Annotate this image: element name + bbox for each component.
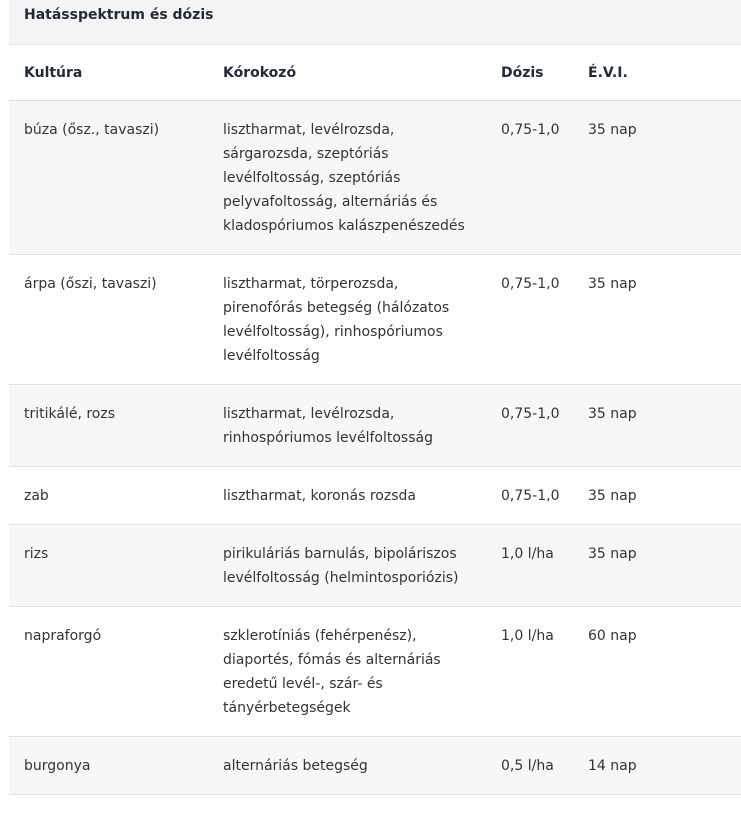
table-row [9,607,741,737]
crop-cell: zab [9,467,208,525]
table-header-row [9,44,741,101]
dose-cell: 0,75-1,0 [486,255,573,385]
table-row [9,255,741,385]
crop-cell: árpa (őszi, tavaszi) [9,255,208,385]
table-row [9,385,741,467]
pathogen-cell: lisztharmat, törperozsda, pirenofórás betegség (hálózatos levélfoltosság), rinhospóriumos levélfoltosság [208,255,486,385]
column-header-dose: Dózis [486,44,573,101]
waiting-period-cell: 35 nap [573,255,741,385]
dose-cell: 0,5 l/ha [486,737,573,795]
table-header [9,44,741,101]
column-header-waiting-period: É.V.I. [573,44,741,101]
pathogen-cell: szklerotíniás (fehérpenész), diaportés, fómás és alternáriás eredetű levél-, szár- és tányérbetegségek [208,607,486,737]
pathogen-cell: pirikuláriás barnulás, bipoláriszos levélfoltosság (helmintosporiózis) [208,525,486,607]
dose-cell: 1,0 l/ha [486,607,573,737]
crop-cell: tritikálé, rozs [9,385,208,467]
pathogen-cell: lisztharmat, levélrozsda, sárgarozsda, szeptóriás levélfoltosság, szeptóriás pelyvafoltosság, alternáriás és kladospóriumos kalászpenészedés [208,101,486,255]
waiting-period-cell: 35 nap [573,101,741,255]
crop-cell: napraforgó [9,607,208,737]
dose-cell: 0,75-1,0 [486,101,573,255]
waiting-period-cell: 35 nap [573,385,741,467]
crop-cell: rizs [9,525,208,607]
column-header-crop: Kultúra [9,44,208,101]
waiting-period-cell: 60 nap [573,607,741,737]
table-row [9,737,741,795]
table-row [9,467,741,525]
column-header-pathogen: Kórokozó [208,44,486,101]
pathogen-cell: alternáriás betegség [208,737,486,795]
pathogen-cell: lisztharmat, levélrozsda, rinhospóriumos levélfoltosság [208,385,486,467]
crop-cell: burgonya [9,737,208,795]
section-title: Hatásspektrum és dózis [24,7,214,23]
crop-cell: búza (ősz., tavaszi) [9,101,208,255]
dosage-table [9,44,741,795]
table-body [9,101,741,795]
dose-cell: 0,75-1,0 [486,385,573,467]
waiting-period-cell: 35 nap [573,525,741,607]
pathogen-cell: lisztharmat, koronás rozsda [208,467,486,525]
table-row [9,525,741,607]
waiting-period-cell: 14 nap [573,737,741,795]
dose-cell: 1,0 l/ha [486,525,573,607]
waiting-period-cell: 35 nap [573,467,741,525]
dose-cell: 0,75-1,0 [486,467,573,525]
table-row [9,101,741,255]
